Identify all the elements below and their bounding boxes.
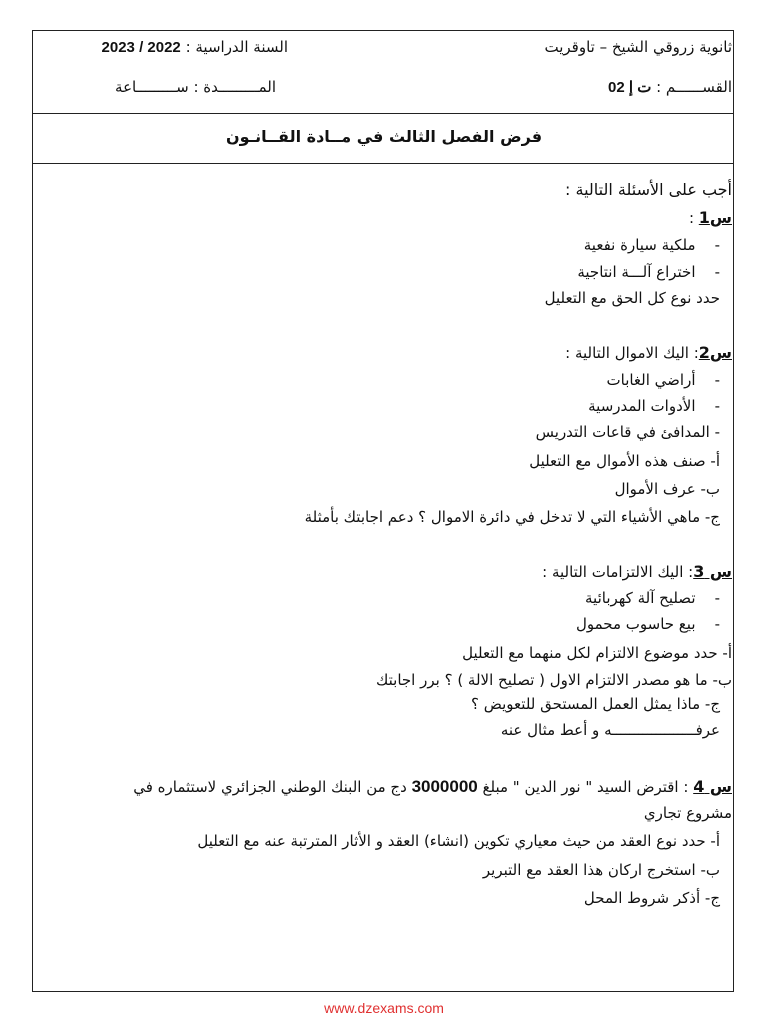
q2-sub-a: أ- صنف هذه الأموال مع التعليل [529,452,720,470]
question-4-text-b: دج من البنك الوطني الجزائري لاستثماره في [133,778,412,796]
q2-item-1: - أراضي الغابات [606,371,720,389]
page-title: فرض الفصل الثالث في مــادة القــانـون [225,127,543,146]
q1-item-2: - اختراع آلـــة انتاجية [577,263,720,281]
q2-sub-b: ب- عرف الأموال [614,480,720,498]
duration: المـــــــــدة : ســـــــــاعة [115,78,276,96]
question-4-text-a: : اقترض السيد " نور الدين " مبلغ [477,778,694,796]
q1-item-2-text: اختراع آلـــة انتاجية [577,263,696,281]
class-info [608,77,732,98]
q2-sub-c: ج- ماهي الأشياء التي لا تدخل في دائرة الاموال ؟ دعم اجابتك بأمثلة [304,508,720,526]
loan-amount: 3000000 [411,777,478,796]
question-1-colon: : [688,209,699,227]
q1-item-1-text: ملكية سيارة نفعية [583,236,696,254]
question-3-intro: : اليك الالتزامات التالية : [542,563,694,581]
school-year-value: 2023 / 2022 [101,39,181,56]
q1-item-1: - ملكية سيارة نفعية [583,236,720,254]
q1-task: حدد نوع كل الحق مع التعليل [544,289,720,307]
question-2-label: س2 [698,343,732,362]
q4-sub-a: أ- حدد نوع العقد من حيث معياري تكوين (انشاء) العقد و الأثار المترتبة عنه مع التعليل [197,832,720,850]
question-1-heading [689,208,732,228]
class-value: 02 ت إ [608,79,652,96]
question-1-label: س1 [698,208,732,227]
question-3-heading [542,562,732,582]
question-4-heading [133,777,732,797]
question-4-label: س 4 [693,777,732,796]
class-label: القســــــم : [656,78,732,96]
question-4-line-2: مشروع تجاري [643,804,732,822]
header-divider [33,113,733,114]
q3-sub-c-follow: عرفـــــــــــــــــــه و أعط مثال عنه [500,721,720,739]
q2-item-2: - الأدوات المدرسية [588,397,720,415]
q3-sub-b: ب- ما هو مصدر الالتزام الاول ( تصليح الالة ) ؟ برر اجابتك [376,671,732,689]
q2-item-3-text: المدافئ في قاعات التدريس [535,423,710,441]
q3-item-2: - بيع حاسوب محمول [575,615,720,633]
instructions: أجب على الأسئلة التالية : [565,180,732,199]
q3-item-1-text: تصليح آلة كهربائية [585,589,696,607]
q4-sub-b: ب- استخرج اركان هذا العقد مع التبرير [482,861,720,879]
question-2-intro: : اليك الاموال التالية : [565,344,699,362]
q3-item-1: - تصليح آلة كهربائية [585,589,720,607]
title-divider [33,163,733,164]
q2-item-3: - المدافئ في قاعات التدريس [535,423,720,441]
q3-sub-a: أ- حدد موضوع الالتزام لكل منهما مع التعليل [462,644,732,662]
q2-item-1-text: أراضي الغابات [606,371,696,389]
question-3-label: س 3 [693,562,732,581]
school-year-label: السنة الدراسية : [185,38,288,56]
school-year [48,37,288,58]
question-2-heading [565,343,732,363]
q3-sub-c: ج- ماذا يمثل العمل المستحق للتعويض ؟ [471,695,720,713]
q2-item-2-text: الأدوات المدرسية [588,397,696,415]
q4-sub-c: ج- أذكر شروط المحل [583,889,720,907]
school-name: ثانوية زروقي الشيخ – تاوقريت [544,38,732,56]
footer-watermark-link[interactable]: www.dzexams.com [324,1000,444,1016]
q3-item-2-text: بيع حاسوب محمول [575,615,696,633]
